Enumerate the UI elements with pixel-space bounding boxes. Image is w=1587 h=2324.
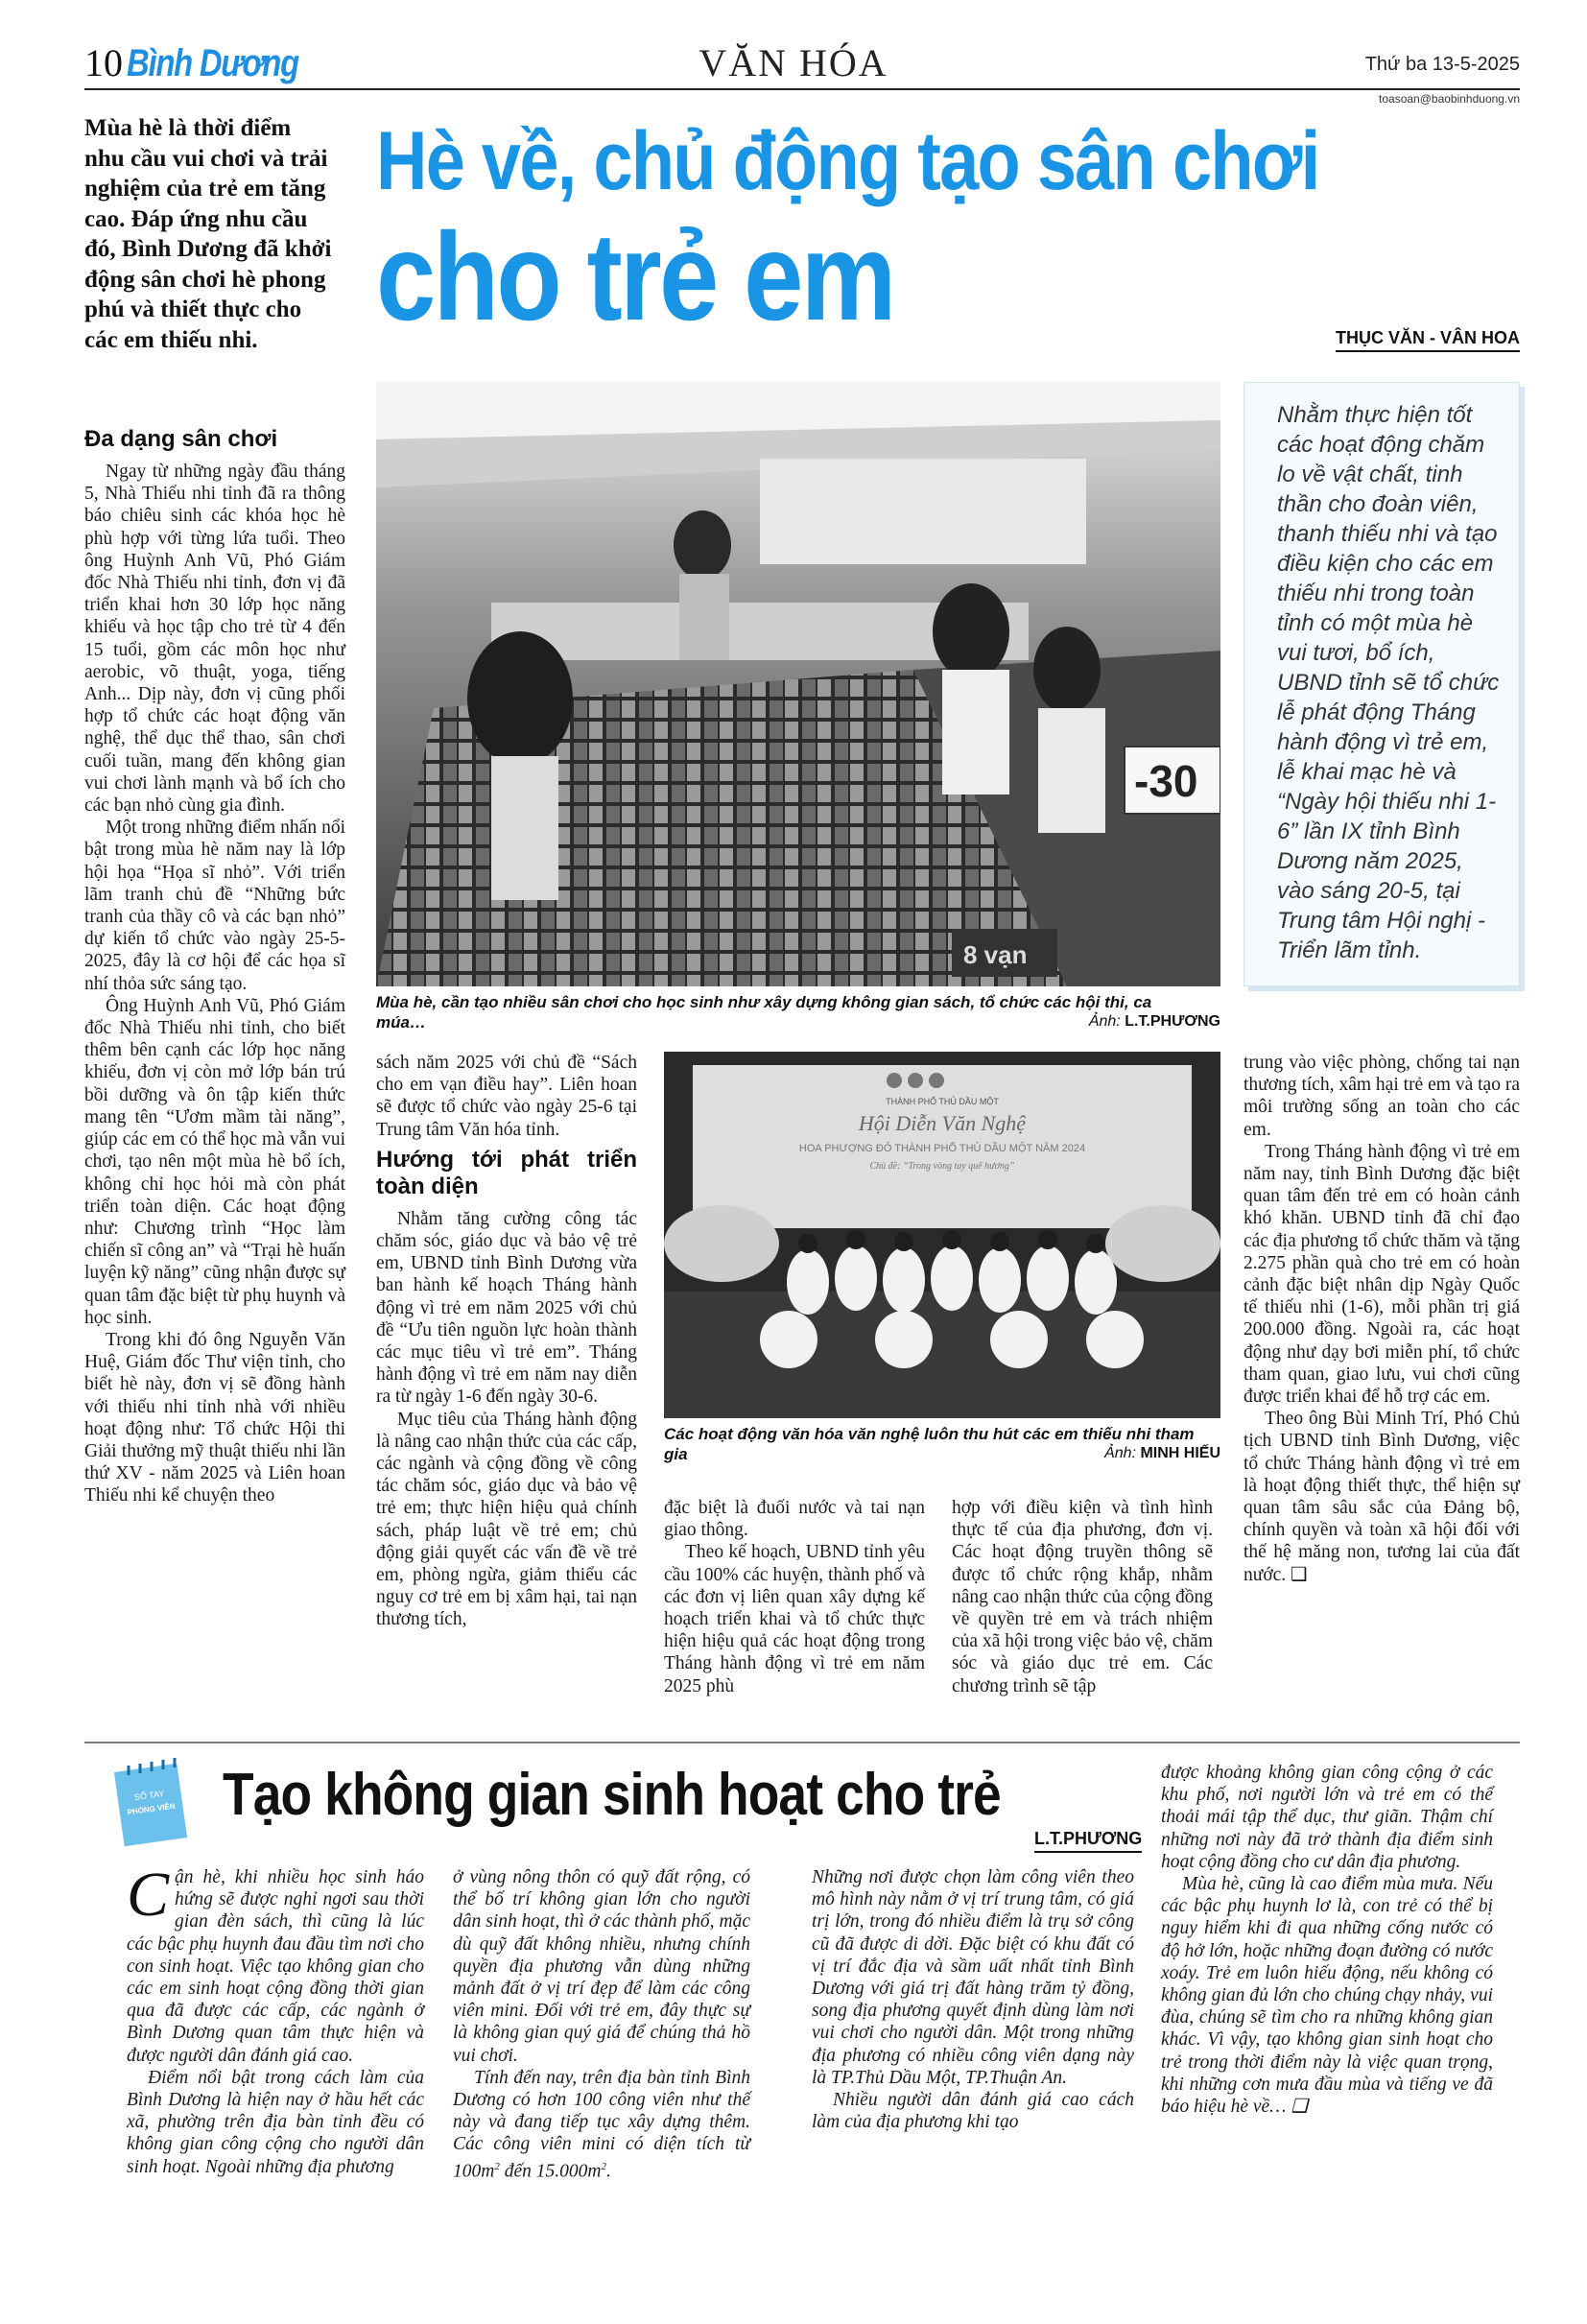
article-column-1 — [84, 426, 345, 1507]
paragraph-text: đến 15.000m — [499, 2161, 602, 2182]
paragraph: Ngay từ những ngày đầu tháng 5, Nhà Thiếu nhi tỉnh đã ra thông báo chiêu sinh các khóa học hè phù hợp với từng lứa tuổi. Theo ông Huỳnh Anh Vũ, Phó Giám đốc Nhà Thiếu nhi tỉnh, đơn vị đã triển khai hơn 30 lớp học năng khiếu và học tập cho trẻ từ 4 đến 15 tuổi, gồm các môn học như aerobic, võ thuật, yoga, tiếng Anh... Dịp này, đơn vị cũng phối hợp tổ chức các hoạt động văn nghệ, thể dục thể thao, sân chơi cuối tuần, mang đến không gian vui chơi lành mạnh và bổ ích cho các bạn nhỏ cùng gia đình. — [84, 462, 345, 817]
article-column-5 — [1244, 1052, 1520, 1586]
subhead-da-dang: Đa dạng sân chơi — [84, 426, 278, 452]
paragraph: Điểm nổi bật trong cách làm của Bình Dương là hiện nay ở hầu hết các xã, phường trên địa bàn tỉnh đều có không gian công cộng cho người dân sinh hoạt. Ngoài những địa phương — [127, 2067, 424, 2177]
article-sapo: Mùa hè là thời điểm nhu cầu vui chơi và trải nghiệm của trẻ em tăng cao. Đáp ứng nhu cầu đó, Bình Dương đã khởi động sân chơi hè phong phú và thiết thực cho các em thiếu nhi. — [84, 115, 332, 353]
credit-label: Ảnh: — [1088, 1013, 1121, 1030]
drop-cap: C — [127, 1860, 170, 1930]
photo2-credit — [959, 1445, 1220, 1462]
column-text-4 — [1161, 1762, 1493, 2118]
paragraph: trung vào việc phòng, chống tai nạn thương tích, xâm hại trẻ em và tạo ra môi trường sống an toàn cho các em. — [1244, 1053, 1520, 1140]
paragraph-text: ận hè, khi nhiều học sinh háo hứng sẽ được nghỉ ngơi sau thời gian đèn sách, thì cũng là lúc các bậc phụ huynh đau đầu tìm nơi cho con sinh hoạt. Việc tạo không gian cho các em sinh hoạt cộng đồng thời gian qua đã được các cấp, các ngành ở Bình Dương quan tâm thực hiện và được người dân đánh giá cao. — [127, 1867, 424, 2066]
photo1-caption: Mùa hè, cần tạo nhiều sân chơi cho học sinh như xây dựng không gian sách, tổ chức các hội thi, ca múa… — [376, 993, 1152, 1032]
column-text-2 — [453, 1866, 750, 2182]
paragraph: Mục tiêu của Tháng hành động là nâng cao nhận thức của các cấp, các ngành và cộng đồng về công tác chăm sóc, giáo dục và bảo vệ trẻ em; thực hiện hiệu quả chính sách, pháp luật về trẻ em; chủ động giải quyết các vấn đề về trẻ em, phòng ngừa, giảm thiểu các nguy cơ trẻ em bị xâm hại, tai nạn thương tích, — [376, 1409, 637, 1630]
article-byline: THỤC VĂN - VÂN HOA — [1336, 328, 1520, 352]
column-text-1 — [127, 1860, 424, 2178]
contact-email: toasoan@baobinhduong.vn — [1379, 92, 1520, 106]
article-column-2 — [376, 1052, 637, 1631]
photo2-caption: Các hoạt động văn hóa văn nghệ luôn thu hút các em thiếu nhi tham gia — [664, 1425, 1195, 1463]
newspaper-logo: Bình Dương — [127, 42, 298, 84]
badge-line-1: SỔ TAY — [133, 1788, 165, 1803]
paragraph: Nhằm tăng cường công tác chăm sóc, giáo dục và bảo vệ trẻ em, UBND tỉnh Bình Dương vừa ban hành kế hoạch Tháng hành động vì trẻ em năm 2025 với chủ đề “Ưu tiên nguồn lực hoàn thành các mục tiêu vì trẻ em”. Tháng hành động vì trẻ em năm nay diễn ra từ ngày 1-6 đến ngày 30-6. — [376, 1208, 637, 1408]
paragraph-text: Tính đến nay, trên địa bàn tỉnh Bình Dương có hơn 100 công viên như thế này và đang tiếp tục xây dựng thêm. Các công viên mini có diện tích từ 100m — [453, 2067, 750, 2182]
credit-label: Ảnh: — [1104, 1445, 1136, 1461]
section-divider — [84, 1742, 1520, 1743]
masthead-rule — [84, 88, 1520, 90]
superscript: 2 — [494, 2160, 500, 2172]
banner-title: Hội Diễn Văn Nghệ — [858, 1111, 1027, 1135]
paragraph: Nhiều người dân đánh giá cao cách làm của địa phương khi tạo — [812, 2090, 1134, 2133]
photo1-credit — [959, 1013, 1220, 1031]
paragraph: Trong Tháng hành động vì trẻ em năm nay, tỉnh Bình Dương đặc biệt quan tâm đến trẻ em có hoàn cảnh khó khăn. UBND tỉnh đã chỉ đạo các địa phương tổ chức thăm và tặng 2.275 phần quà cho trẻ em có hoàn cảnh đặc biệt nhân dịp Ngày Quốc tế thiếu nhi (1-6), mỗi phần trị giá 200.000 đồng. Ngoài ra, các hoạt động như dạy bơi miễn phí, tổ chức tham quan, giao lưu, vui chơi cũng được triển khai để hỗ trợ các em. — [1244, 1141, 1520, 1408]
headline-line-2: cho trẻ em — [376, 206, 894, 346]
column-text-3 — [812, 1866, 1134, 2133]
paragraph: đặc biệt là đuối nước và tai nạn giao thông. — [664, 1498, 925, 1541]
highlight-quote-box: Nhằm thực hiện tốt các hoạt động chăm lo về vật chất, tinh thần cho đoàn viên, thanh thiếu nhi và tạo điều kiện cho các em thiếu nhi trong toàn tỉnh có một mùa hè vui tươi, bổ ích, UBND tỉnh sẽ tổ chức lễ phát động Tháng hành động vì trẻ em, lễ khai mạc hè và “Ngày hội thiếu nhi 1-6” lần IX tỉnh Bình Dương năm 2025, vào sáng 20-5, tại Trung tâm Hội nghị - Triển lãm tỉnh. — [1244, 382, 1520, 986]
paragraph: Những nơi được chọn làm công viên theo mô hình này nằm ở vị trí trung tâm, có giá trị lớn, trong đó nhiều điểm là trụ sở công cũ đã được di dời. Đặc biệt có khu đất có vị trí đắc địa và sầm uất nhất tỉnh Bình Dương với giá trị đất hàng trăm tỷ đồng, song địa phương quyết định dùng làm nơi vui chơi cho người dân. Một trong những địa phương có nhiều công viên dạng này là TP.Thủ Dầu Một, TP.Thuận An. — [812, 1867, 1134, 2088]
page-number: 10 — [84, 41, 123, 84]
credit-name: L.T.PHƯƠNG — [1125, 1013, 1220, 1030]
section-title: VĂN HÓA — [699, 41, 888, 84]
paragraph: sách năm 2025 với chủ đề “Sách cho em vạn điều hay”. Liên hoan sẽ được tổ chức vào ngày 25-6 tại Trung tâm Văn hóa tỉnh. — [376, 1053, 637, 1140]
photo-art-performance — [664, 1052, 1220, 1418]
photo-book-fair — [376, 382, 1220, 986]
paragraph — [127, 1860, 424, 2067]
paragraph: hợp với điều kiện và tình hình thực tế của địa phương, đơn vị. Các hoạt động truyền thông sẽ được tổ chức rộng khắp, nhằm nâng cao nhận thức của cộng đồng về quyền trẻ em và trách nhiệm của xã hội trong việc bảo vệ, chăm sóc và giáo dục trẻ em. Các chương trình sẽ tập — [952, 1498, 1213, 1696]
paragraph: Ông Huỳnh Anh Vũ, Phó Giám đốc Nhà Thiếu nhi tỉnh, cho biết thêm bên cạnh các lớp học năng khiếu, đơn vị còn mở lớp bán trú bồi dưỡng và ôn tập kiến thức mang tên “Ươm mầm tài năng”, giúp các em có thể học mà vẫn vui chơi, tạo nên một mùa hè bổ ích, không chỉ học hỏi mà còn phát triển toàn diện. Các hoạt động như: Chương trình “Học làm chiến sĩ công an” và “Trại hè huấn luyện kỹ năng” cũng nhận được sự quan tâm đặc biệt từ phụ huynh và học sinh. — [84, 995, 345, 1328]
notebook-badge-icon — [113, 1758, 188, 1846]
banner-subtitle: HOA PHƯỢNG ĐỎ THÀNH PHỐ THỦ DẦU MỘT NĂM 2024 — [798, 1143, 1086, 1154]
headline-line-1: Hè về, chủ động tạo sân chơi — [376, 115, 1319, 207]
article-column-4 — [952, 1497, 1213, 1697]
paragraph: Theo ông Bùi Minh Trí, Phó Chủ tịch UBND tỉnh Bình Dương, việc tổ chức Tháng hành động vì trẻ em là hoạt động thiết thực, thể hiện sự quan tâm sâu sắc của Đảng bộ, chính quyền và toàn xã hội đối với thế hệ măng non, tương lai của đất nước. ❑ — [1244, 1409, 1520, 1585]
column-title: Tạo không gian sinh hoạt cho trẻ — [223, 1762, 1001, 1828]
discount-sign: -30 — [1134, 756, 1198, 806]
paragraph: Trong khi đó ông Nguyễn Văn Huệ, Giám đốc Thư viện tỉnh, cho biết hè này, đơn vị sẽ đồng hành với thiếu nhi tỉnh nhà với nhiều hoạt động như: Tổ chức Hội thi Giải thưởng mỹ thuật thiếu nhi lần thứ XV - năm 2025 và Liên hoan Thiếu nhi kể chuyện theo — [84, 1329, 345, 1506]
paragraph: Mùa hè, cũng là cao điểm mùa mưa. Nếu các bậc phụ huynh lơ là, con trẻ có thể bị nguy hiểm khi đi qua những cống nước có độ hở lớn, hoặc những đoạn đường có nước xoáy. Trẻ em luôn hiếu động, nếu không có không gian đủ lớn cho chúng chạy nhảy, vui đùa, chúng sẽ tìm cho ra những không gian khác. Vì vậy, tạo không gian sinh hoạt cho trẻ trong thời điểm này là việc quan trọng, khi những cơn mưa đầu mùa và tiếng ve đã báo hiệu hè về… ❑ — [1161, 1874, 1493, 2118]
book-cover-text: 8 vạn — [963, 940, 1028, 969]
paragraph — [453, 2067, 750, 2183]
superscript: 2 — [601, 2160, 606, 2172]
subhead-huong-toi: Hướng tới phát triển toàn diện — [376, 1146, 637, 1199]
credit-name: MINH HIẾU — [1140, 1445, 1220, 1461]
paragraph: ở vùng nông thôn có quỹ đất rộng, có thể bố trí không gian lớn cho người dân sinh hoạt, thì ở các thành phố, mặc dù quỹ đất không nhiều, nhưng chính quyền địa phương vẫn dùng những mảnh đất ở vị trí đẹp để làm các công viên mini. Đối với trẻ em, đây thực sự là không gian quý giá để chúng thả hồ vui chơi. — [453, 1867, 750, 2066]
paragraph: được khoảng không gian công cộng ở các khu phố, nơi người lớn và trẻ em có thể thoải mái tập thể dục, thư giãn. Thậm chí những nơi này đã trở thành địa điểm sinh hoạt cộng đồng cho cư dân địa phương. — [1161, 1763, 1493, 1872]
column-byline: L.T.PHƯƠNG — [1034, 1829, 1142, 1853]
article-column-3 — [664, 1497, 925, 1697]
issue-date: Thứ ba 13-5-2025 — [1364, 54, 1520, 75]
paragraph: Theo kế hoạch, UBND tỉnh yêu cầu 100% các huyện, thành phố và các đơn vị liên quan xây dựng kế hoạch triển khai và tổ chức thực hiện hiệu quả các hoạt động trong Tháng hành động vì trẻ em năm 2025 phù — [664, 1542, 925, 1696]
banner-theme: Chủ đề: “Trong vòng tay quê hương” — [869, 1161, 1015, 1172]
paragraph: Một trong những điểm nhấn nổi bật trong mùa hè năm nay là lớp hội họa “Họa sĩ nhỏ”. Với triển lãm tranh chủ đề “Những bức tranh của thầy cô và các bạn nhỏ” dự kiến tổ chức vào ngày 25-5-2025, đây là cơ hội để các họa sĩ nhí thỏa sức sáng tạo. — [84, 818, 345, 994]
paragraph-text: . — [605, 2161, 611, 2182]
badge-line-2: PHÓNG VIÊN — [127, 1801, 177, 1817]
banner-small-text: THÀNH PHỐ THỦ DẦU MỘT — [886, 1097, 999, 1106]
